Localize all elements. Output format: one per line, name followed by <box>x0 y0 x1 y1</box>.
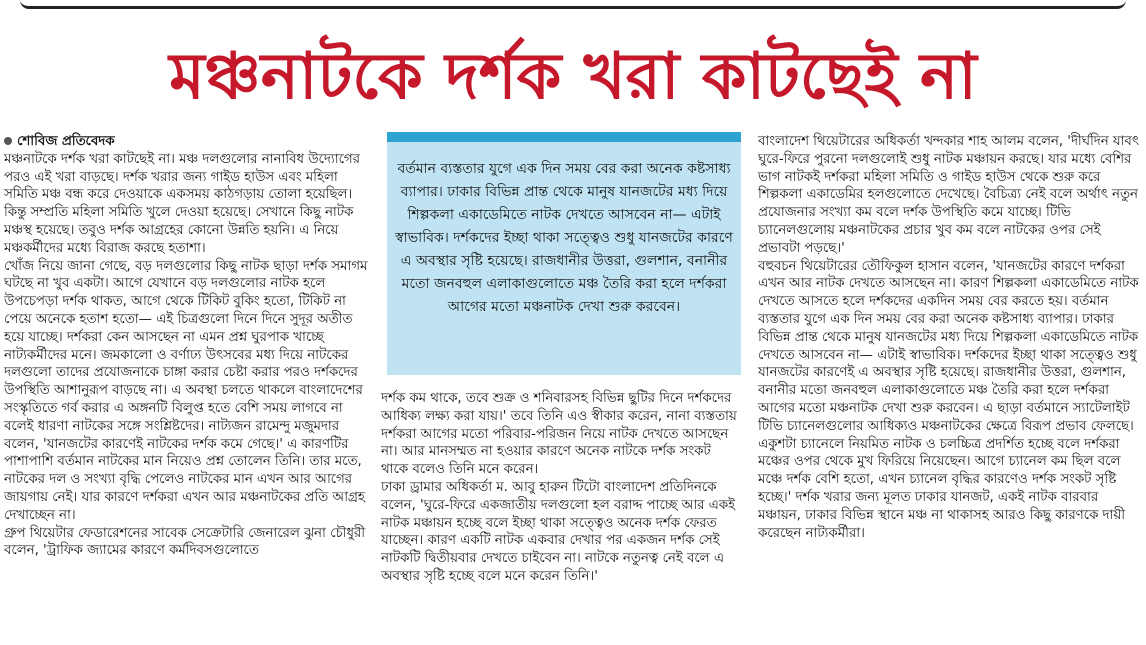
pull-quote-text: বর্তমান ব্যস্ততার যুগে এক দিন সময় বের করা অনেক কষ্টসাধ্য ব্যাপার। ঢাকার বিভিন্ন প্রান্ত থেকে মানুষ যানজটের মধ্য দিয়ে শিল্পকলা একাডেমিতে নাটক দেখতে আসবেন না— এটাই স্বাভাবিক। দর্শকদের ইচ্ছা থাকা সত্ত্বেও শুধু যানজটের কারণে এ অবস্থার সৃষ্টি হয়েছে। রাজধানীর উত্তরা, গুলশান, বনানীর মতো জনবহুল এলাকাগুলোতে মঞ্চ তৈরি করা হলে দর্শকরা আগের মতো মঞ্চনাটক দেখা শুরু করবেন। <box>395 161 733 315</box>
pull-quote-stripe <box>387 132 741 142</box>
paragraph: বাংলাদেশ থিয়েটারের অধিকর্তা খন্দকার শাহ আলম বলেন, 'দীর্ঘদিন যাবৎ ঘুরে-ফিরে পুরনো দলগুলোই শুধু নাটক মঞ্চায়ন করছে। যার মধ্যে বেশির ভাগ নাটকই দর্শকরা মহিলা সমিতি ও গাইড হাউস থেকে শুরু করে শিল্পকলা একাডেমির হলগুলোতে দেখেছে। বৈচিত্র্য নেই বলে অর্থাৎ নতুন প্রযোজনার সংখ্যা কম বলে দর্শক উপস্থিতি কমে যাচ্ছে। টিভি চ্যানেলগুলোয় মঞ্চনাটকের প্রচার খুব কম বলে নাটকের ওপর সেই প্রভাবটা পড়ছে।' <box>758 134 1139 256</box>
paragraph: ঢাকা ড্রামার অধিকর্তা ম. আবু হারুন টিটো বাংলাদেশ প্রতিদিনকে বলেন, 'ঘুরে-ফিরে একজাতীয় দলগুলো হল বরাদ্দ পাচ্ছে আর একই নাটক মঞ্চায়ন হচ্ছে বলে ইচ্ছা থাকা সত্ত্বেও অনেক দর্শক ফেরত যাচ্ছেন। কারণ একটি নাটক একবার দেখার পর একজন দর্শক সেই নাটকটি দ্বিতীয়বার দেখতে চাইবেন না। নাটকে নতুনত্ব নেই বলে এ অবস্থার সৃষ্টি হচ্ছে বলে মনে করেন তিনি।' <box>381 479 735 584</box>
paragraph: মঞ্চনাটকে দর্শক খরা কাটছেই না। মঞ্চ দলগুলোর নানাবিধ উদ্যোগের পরও এই খরা বাড়ছে। দর্শক খরার জন্য গাইড হাউস এবং মহিলা সমিতি মঞ্চ বন্ধ করে দেওয়াকে একসময় কাঠগড়ায় তোলা হয়েছিল। কিন্তু সম্প্রতি মহিলা সমিতি খুলে দেওয়া হয়েছে। সেখানে কিছু নাটক মঞ্চস্থ হয়েছে। তবুও দর্শক আগ্রহের কোনো উন্নতি হয়নি। এ নিয়ে মঞ্চকর্মীদের মধ্যে বিরাজ করছে হতাশা। <box>4 151 360 256</box>
bullet-icon <box>4 137 12 145</box>
headline: মঞ্চনাটকে দর্শক খরা কাটছেই না <box>169 39 977 114</box>
article-column-3 <box>758 133 1142 542</box>
paragraph: গ্রুপ থিয়েটার ফেডারেশনের সাবেক সেক্রেটারি জেনারেল ঝুনা চৌধুরী বলেন, 'ট্রাফিক জ্যামের কারণে কর্মদিবসগুলোতে <box>4 525 366 559</box>
top-border <box>0 0 1146 14</box>
paragraph: বহুবচন থিয়েটারের তৌফিকুল হাসান বলেন, 'যানজটের কারণে দর্শকরা এখন আর নাটক দেখতে আসছেন না। কারণ শিল্পকলা একাডেমিতে নাটক দেখতে আসতে হলে দর্শকদের একদিন সময় বের করতে হয়। বর্তমান ব্যস্ততার যুগে এক দিন সময় বের করা অনেক কষ্টসাধ্য ব্যাপার। ঢাকার বিভিন্ন প্রান্ত থেকে মানুষ যানজটের মধ্য দিয়ে শিল্পকলা একাডেমিতে নাটক দেখতে আসবেন না— এটাই স্বাভাবিক। দর্শকদের ইচ্ছা থাকা সত্ত্বেও শুধু যানজটের কারণেই এ অবস্থার সৃষ্টি হয়েছে। রাজধানীর উত্তরা, গুলশান, বনানীর মতো জনবহুল এলাকাগুলোতে মঞ্চ তৈরি করা হলে দর্শকরা আগের মতো মঞ্চনাটক দেখা শুরু করবেন। এ ছাড়া বর্তমানে স্যাটেলাইট টিভি চ্যানেলগুলোর আধিক্যও মঞ্চনাটকের ক্ষেত্রে বিরূপ প্রভাব ফেলছে। একুশটা চ্যানেলে নিয়মিত নাটক ও চলচ্চিত্র প্রদর্শিত হচ্ছে বলে দর্শকরা মঞ্চের ওপর থেকে মুখ ফিরিয়ে নিয়েছেন। আগে চ্যানেল কম ছিল বলে মঞ্চে দর্শক বেশি হতো, এখন চ্যানেল বৃদ্ধির কারণেও দর্শক সংকট সৃষ্টি হচ্ছে।' দর্শক খরার জন্য মূলত ঢাকার যানজট, একই নাটক বারবার মঞ্চায়ন, ঢাকার বিভিন্ন স্থানে মঞ্চ না থাকাসহ আরও কিছু কারণকে দায়ী করেছেন নাট্যকর্মীরা। <box>758 258 1139 541</box>
byline <box>4 133 374 151</box>
byline-text: শোবিজ প্রতিবেদক <box>17 134 115 149</box>
article-column-2 <box>381 390 741 586</box>
paragraph: খোঁজ নিয়ে জানা গেছে, বড় দলগুলোর কিছু নাটক ছাড়া দর্শক সমাগম ঘটছে না খুব একটা। আগে যেখানে বড় দলগুলোর নাটক হলে উপচেপড়া দর্শক থাকত, আগে থেকে টিকিট বুকিং হতো, টিকিট না পেয়ে অনেকে হতাশ হতো— এই চিত্রগুলো দিনে দিনে সুদূর অতীত হয়ে যাচ্ছে। দর্শকরা কেন আসছেন না এমন প্রশ্ন ঘুরপাক খাচ্ছে নাট্যকর্মীদের মনে। জমকালো ও বর্ণাঢ্য উৎসবের মধ্য দিয়ে নাটকের দলগুলো তাদের প্রযোজনাকে চাঙ্গা করার চেষ্টা করার পরও দর্শকদের উপস্থিতি আশানুরূপ বাড়ছে না। এ অবস্থা চলতে থাকলে বাংলাদেশের সংস্কৃতিতে গর্ব করার এ অঙ্গনটি বিলুপ্ত হতে বেশি সময় লাগবে না বলেই ধারণা নাটকের সঙ্গে সংশ্লিষ্টদের। নাট্যজন রামেন্দু মজুমদার বলেন, 'যানজটের কারণেই নাটকের দর্শক কমে গেছে।' এ কারণটির পাশাপাশি বর্তমান নাটকের মান নিয়েও প্রশ্ন তোলেন তিনি। তার মতে, নাটকের দল ও সংখ্যা বৃদ্ধি পেলেও নাটকের মান এখন আর আগের জায়গায় নেই। যার কারণে দর্শকরা এখন আর মঞ্চনাটকের প্রতি আগ্রহ দেখাচ্ছেন না। <box>4 258 368 523</box>
article-column-1 <box>4 133 374 560</box>
pull-quote-box <box>387 132 741 375</box>
paragraph: দর্শক কম থাকে, তবে শুক্র ও শনিবারসহ বিভিন্ন ছুটির দিনে দর্শকদের আধিক্য লক্ষ্য করা যায়।' তবে তিনি এও স্বীকার করেন, নানা ব্যস্ততায় দর্শকরা আগের মতো পরিবার-পরিজন নিয়ে নাটক দেখতে আসছেন না। আর মানসম্মত না হওয়ার কারণে অনেক নাটকে দর্শক সংকট থাকে বলেও তিনি মনে করেন। <box>381 391 737 478</box>
